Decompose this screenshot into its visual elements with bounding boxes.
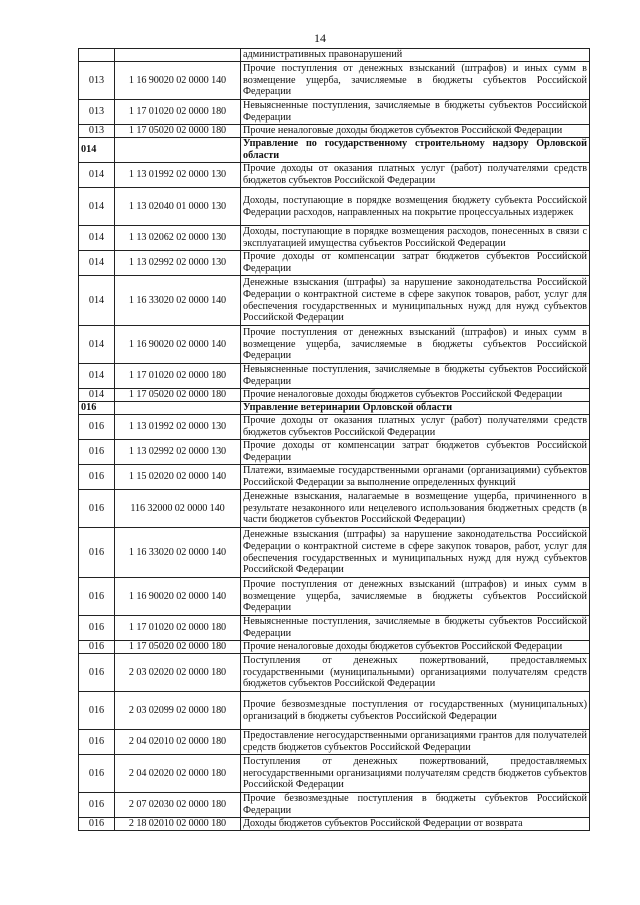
income-name-cell: Невыясненные поступления, зачисляемые в бюджеты субъектов Российской Федерации (241, 616, 590, 641)
income-name-cell: Прочие доходы от компенсации затрат бюджетов субъектов Российской Федерации (241, 440, 590, 465)
income-name-cell: Прочие доходы от оказания платных услуг (работ) получателями средств бюджетов субъектов Российской Федерации (241, 163, 590, 188)
administrator-code-cell: 013 (79, 62, 115, 100)
table-row (79, 326, 590, 364)
administrator-code-cell: 013 (79, 100, 115, 125)
budget-code-cell (115, 138, 241, 163)
budget-code-cell: 1 13 02992 02 0000 130 (115, 440, 241, 465)
administrator-code-cell: 014 (79, 138, 115, 163)
budget-code-cell: 1 16 33020 02 0000 140 (115, 528, 241, 578)
administrator-code-cell: 014 (79, 188, 115, 226)
administrator-code-cell: 016 (79, 730, 115, 755)
budget-code-cell: 1 15 02020 02 0000 140 (115, 465, 241, 490)
administrator-code-cell: 016 (79, 402, 115, 415)
table-row (79, 415, 590, 440)
budget-code-cell: 1 16 90020 02 0000 140 (115, 326, 241, 364)
table-row (79, 465, 590, 490)
table-row (79, 578, 590, 616)
table-row (79, 389, 590, 402)
table-row (79, 62, 590, 100)
income-name-cell: Доходы бюджетов субъектов Российской Федерации от возврата (241, 818, 590, 831)
table-row (79, 818, 590, 831)
budget-code-cell: 2 03 02099 02 0000 180 (115, 692, 241, 730)
income-name-cell: Управление ветеринарии Орловской области (241, 402, 590, 415)
administrator-code-cell: 016 (79, 755, 115, 793)
income-name-cell: Доходы, поступающие в порядке возмещения бюджету субъекта Российской Федерации расходов, направленных на покрытие процессуальных издержек (241, 188, 590, 226)
department-row (79, 402, 590, 415)
table-row (79, 364, 590, 389)
administrator-code-cell: 016 (79, 490, 115, 528)
income-name-cell: Денежные взыскания (штрафы) за нарушение законодательства Российской Федерации о контрактной системе в сфере закупок товаров, работ, услуг для обеспечения государственных и муниципальных нужд для нужд субъектов Российской Федерации (241, 276, 590, 326)
budget-code-cell (115, 49, 241, 62)
administrator-code-cell: 016 (79, 692, 115, 730)
administrator-code-cell: 016 (79, 528, 115, 578)
table-row (79, 692, 590, 730)
administrator-code-cell: 014 (79, 364, 115, 389)
income-name-cell: Предоставление негосударственными организациями грантов для получателей средств бюджетов субъектов Российской Федерации (241, 730, 590, 755)
administrator-code-cell: 013 (79, 125, 115, 138)
administrator-code-cell (79, 49, 115, 62)
budget-code-cell: 2 07 02030 02 0000 180 (115, 793, 241, 818)
table-row (79, 793, 590, 818)
administrator-code-cell: 014 (79, 389, 115, 402)
income-name-cell: Прочие поступления от денежных взысканий (штрафов) и иных сумм в возмещение ущерба, зачисляемые в бюджеты субъектов Российской Федерации (241, 326, 590, 364)
budget-classification-table (78, 48, 590, 831)
table-row (79, 125, 590, 138)
income-name-cell: Прочие безвозмездные поступления от государственных (муниципальных) организаций в бюджеты субъектов Российской Федерации (241, 692, 590, 730)
budget-code-cell: 2 03 02020 02 0000 180 (115, 654, 241, 692)
table-row (79, 49, 590, 62)
income-name-cell: Прочие доходы от оказания платных услуг (работ) получателями средств бюджетов субъектов Российской Федерации (241, 415, 590, 440)
page-number: 14 (314, 31, 326, 45)
table-row (79, 440, 590, 465)
income-name-cell: Прочие неналоговые доходы бюджетов субъектов Российской Федерации (241, 125, 590, 138)
administrator-code-cell: 016 (79, 578, 115, 616)
administrator-code-cell: 014 (79, 326, 115, 364)
budget-code-cell: 1 17 05020 02 0000 180 (115, 125, 241, 138)
table-row (79, 654, 590, 692)
administrator-code-cell: 016 (79, 616, 115, 641)
income-name-cell: Невыясненные поступления, зачисляемые в бюджеты субъектов Российской Федерации (241, 100, 590, 125)
income-name-cell: административных правонарушений (241, 49, 590, 62)
budget-code-cell: 1 17 05020 02 0000 180 (115, 389, 241, 402)
table-row (79, 490, 590, 528)
income-name-cell: Прочие безвозмездные поступления в бюджеты субъектов Российской Федерации (241, 793, 590, 818)
budget-code-cell: 2 04 02020 02 0000 180 (115, 755, 241, 793)
budget-code-cell: 1 13 02992 02 0000 130 (115, 251, 241, 276)
budget-code-cell: 1 17 05020 02 0000 180 (115, 641, 241, 654)
budget-code-cell: 1 16 90020 02 0000 140 (115, 578, 241, 616)
administrator-code-cell: 016 (79, 465, 115, 490)
income-name-cell: Прочие неналоговые доходы бюджетов субъектов Российской Федерации (241, 389, 590, 402)
income-name-cell: Управление по государственному строительному надзору Орловской области (241, 138, 590, 163)
table-row (79, 226, 590, 251)
income-name-cell: Невыясненные поступления, зачисляемые в бюджеты субъектов Российской Федерации (241, 364, 590, 389)
income-name-cell: Поступления от денежных пожертвований, предоставляемых государственными (муниципальными) организациями получателям средств бюджетов субъектов Российской Федерации (241, 654, 590, 692)
budget-code-cell: 2 04 02010 02 0000 180 (115, 730, 241, 755)
income-name-cell: Денежные взыскания (штрафы) за нарушение законодательства Российской Федерации о контрактной системе в сфере закупок товаров, работ, услуг для обеспечения государственных и муниципальных нужд для нужд субъектов Российской Федерации (241, 528, 590, 578)
budget-code-cell: 1 13 02062 02 0000 130 (115, 226, 241, 251)
income-name-cell: Прочие поступления от денежных взысканий (штрафов) и иных сумм в возмещение ущерба, зачисляемые в бюджеты субъектов Российской Федерации (241, 62, 590, 100)
income-name-cell: Поступления от денежных пожертвований, предоставляемых негосударственными организациями получателям средств бюджетов субъектов Российской Федерации (241, 755, 590, 793)
budget-code-cell: 1 13 02040 01 0000 130 (115, 188, 241, 226)
table-row (79, 641, 590, 654)
administrator-code-cell: 014 (79, 163, 115, 188)
budget-code-cell: 1 16 90020 02 0000 140 (115, 62, 241, 100)
administrator-code-cell: 014 (79, 251, 115, 276)
table-row (79, 251, 590, 276)
budget-code-cell: 1 13 01992 02 0000 130 (115, 415, 241, 440)
table-row (79, 188, 590, 226)
administrator-code-cell: 016 (79, 793, 115, 818)
income-name-cell: Платежи, взимаемые государственными органами (организациями) субъектов Российской Федерации за выполнение определенных функций (241, 465, 590, 490)
income-name-cell: Прочие поступления от денежных взысканий (штрафов) и иных сумм в возмещение ущерба, зачисляемые в бюджеты субъектов Российской Федерации (241, 578, 590, 616)
table-row (79, 100, 590, 125)
table-body (79, 49, 590, 831)
budget-code-cell: 1 13 01992 02 0000 130 (115, 163, 241, 188)
budget-code-cell: 116 32000 02 0000 140 (115, 490, 241, 528)
administrator-code-cell: 016 (79, 415, 115, 440)
income-name-cell: Доходы, поступающие в порядке возмещения расходов, понесенных в связи с эксплуатацией имущества субъектов Российской Федерации (241, 226, 590, 251)
table-row (79, 755, 590, 793)
administrator-code-cell: 014 (79, 276, 115, 326)
budget-code-cell (115, 402, 241, 415)
administrator-code-cell: 016 (79, 654, 115, 692)
table-row (79, 163, 590, 188)
income-name-cell: Прочие неналоговые доходы бюджетов субъектов Российской Федерации (241, 641, 590, 654)
administrator-code-cell: 016 (79, 440, 115, 465)
department-row (79, 138, 590, 163)
budget-code-cell: 2 18 02010 02 0000 180 (115, 818, 241, 831)
income-name-cell: Прочие доходы от компенсации затрат бюджетов субъектов Российской Федерации (241, 251, 590, 276)
budget-code-cell: 1 17 01020 02 0000 180 (115, 364, 241, 389)
administrator-code-cell: 016 (79, 641, 115, 654)
table-row (79, 276, 590, 326)
table-row (79, 616, 590, 641)
administrator-code-cell: 016 (79, 818, 115, 831)
table-row (79, 730, 590, 755)
budget-code-cell: 1 16 33020 02 0000 140 (115, 276, 241, 326)
budget-code-cell: 1 17 01020 02 0000 180 (115, 100, 241, 125)
income-name-cell: Денежные взыскания, налагаемые в возмещение ущерба, причиненного в результате незаконного или нецелевого использования бюджетных средств (в части бюджетов субъектов Российской Федерации) (241, 490, 590, 528)
budget-code-cell: 1 17 01020 02 0000 180 (115, 616, 241, 641)
administrator-code-cell: 014 (79, 226, 115, 251)
table-row (79, 528, 590, 578)
